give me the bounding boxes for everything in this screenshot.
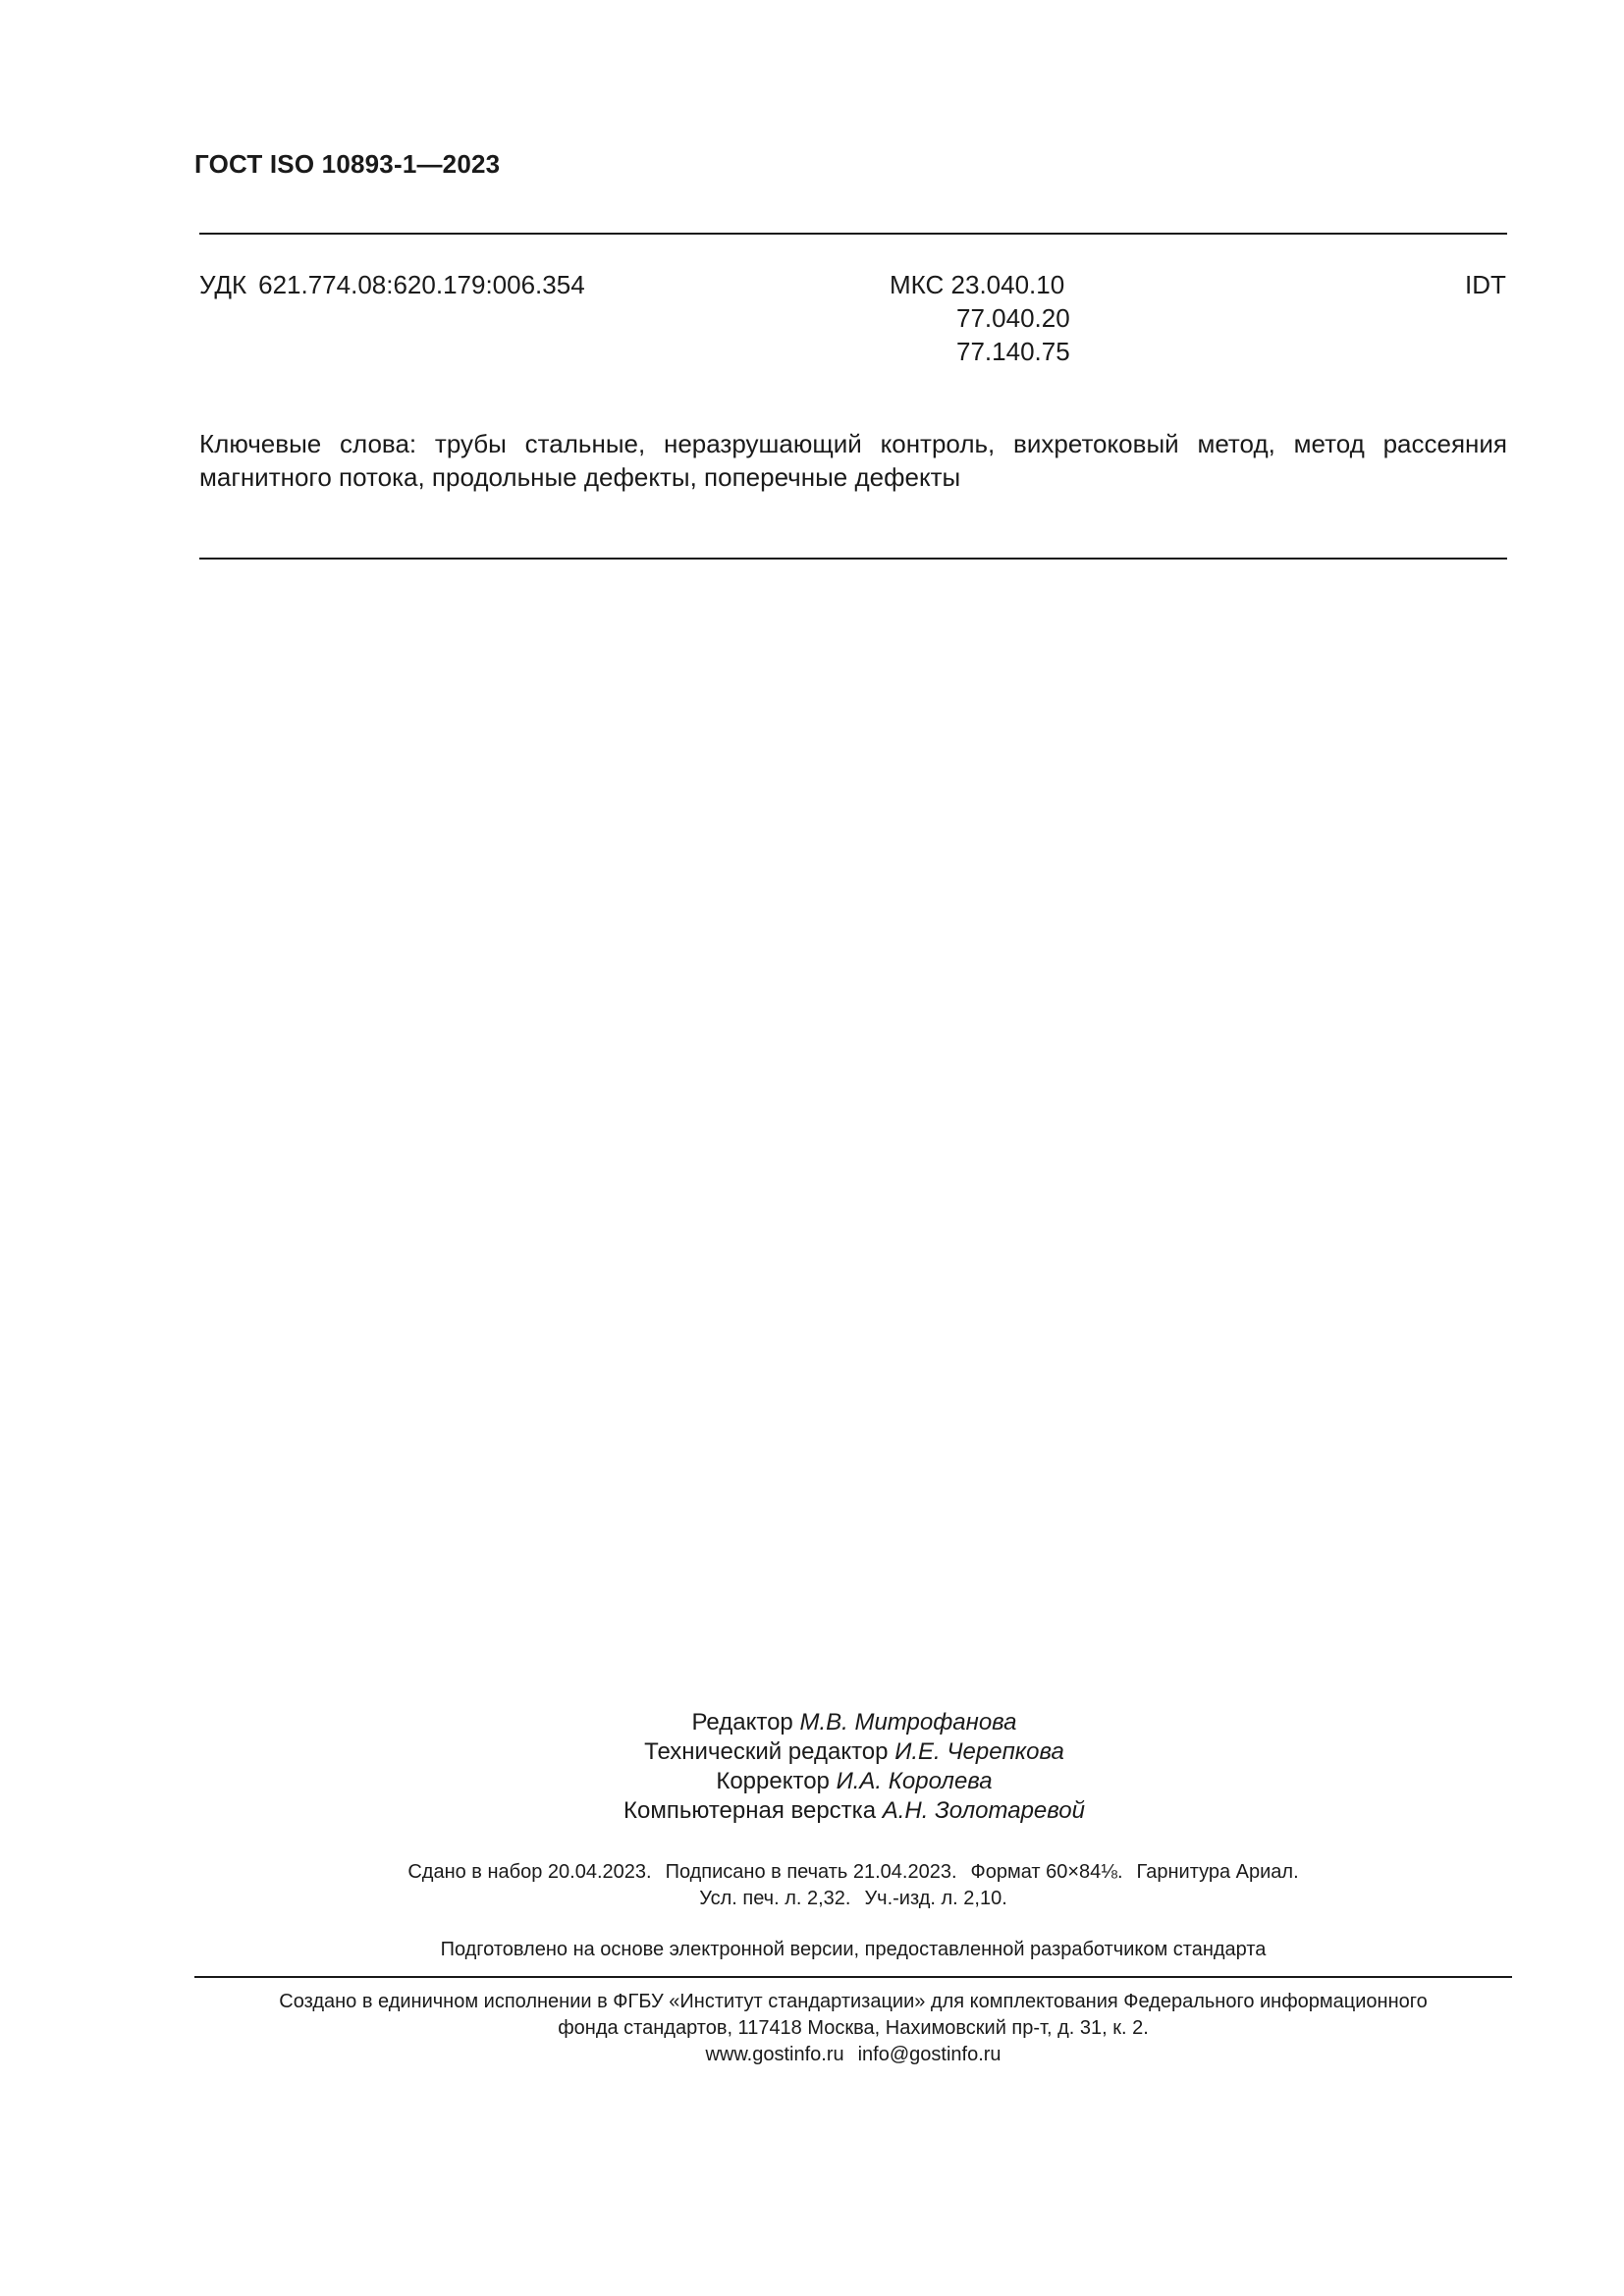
print-sheets: Усл. печ. л. 2,32.: [699, 1888, 851, 1909]
document-code: ГОСТ ISO 10893-1—2023: [194, 149, 501, 179]
website-link[interactable]: www.gostinfo.ru: [705, 2044, 844, 2065]
prepared-note: Подготовлено на основе электронной версии, предоставленной разработчиком стандарта: [440, 1939, 1267, 1960]
credit-role: Корректор: [716, 1768, 830, 1794]
submitted-date: Сдано в набор 20.04.2023.: [407, 1861, 652, 1883]
footer-divider: [194, 1976, 1512, 1978]
footer-links: [194, 2042, 1512, 2068]
credit-editor: [393, 1708, 1316, 1737]
keywords: [199, 427, 1507, 494]
udc-block: [199, 268, 585, 301]
credit-proofreader: [393, 1767, 1316, 1796]
mks-code: 23.040.10: [950, 270, 1065, 299]
mks-code: 77.140.75: [956, 337, 1070, 366]
footer-line-2: фонда стандартов, 117418 Москва, Нахимовский пр-т, д. 31, к. 2.: [558, 2017, 1149, 2039]
typeface: Гарнитура Ариал.: [1136, 1861, 1299, 1883]
credit-name: И.А. Королева: [836, 1768, 993, 1794]
footer-line-1: Создано в единичном исполнении в ФГБУ «Институт стандартизации» для комплектования Федерального информационного: [279, 1991, 1428, 2012]
print-info-line-2: [199, 1886, 1507, 1912]
keywords-divider: [199, 558, 1507, 560]
udc-label: УДК: [199, 270, 247, 299]
credits-block: [393, 1708, 1316, 1826]
mks-block: [890, 268, 1070, 368]
credit-tech-editor: [393, 1737, 1316, 1767]
credit-layout: [393, 1796, 1316, 1826]
keywords-line-2: магнитного потока, продольные дефекты, поперечные дефекты: [199, 462, 961, 492]
credit-role: Технический редактор: [644, 1738, 889, 1765]
mks-label: МКС: [890, 270, 945, 299]
paper-format: Формат 60×84⅛.: [970, 1861, 1123, 1883]
udc-code: 621.774.08:620.179:006.354: [258, 270, 585, 299]
footer: [194, 1989, 1512, 2068]
mks-line-1: [890, 268, 1070, 301]
publisher-sheets: Уч.-изд. л. 2,10.: [864, 1888, 1007, 1909]
credit-name: А.Н. Золотаревой: [882, 1797, 1085, 1824]
keywords-line-1: Ключевые слова: трубы стальные, неразрушающий контроль, вихретоковый метод, метод рассеяния: [199, 429, 1507, 458]
print-info: [199, 1859, 1507, 1912]
credit-name: М.В. Митрофанова: [799, 1709, 1017, 1735]
top-divider: [199, 233, 1507, 235]
print-info-line-1: [199, 1859, 1507, 1886]
credit-role: Компьютерная верстка: [623, 1797, 877, 1824]
credit-name: И.Е. Черепкова: [894, 1738, 1064, 1765]
credit-role: Редактор: [691, 1709, 793, 1735]
mks-code: 77.040.20: [956, 303, 1070, 333]
signed-date: Подписано в печать 21.04.2023.: [665, 1861, 957, 1883]
email-link[interactable]: info@gostinfo.ru: [857, 2044, 1001, 2065]
equivalence-degree: IDT: [1465, 270, 1506, 299]
